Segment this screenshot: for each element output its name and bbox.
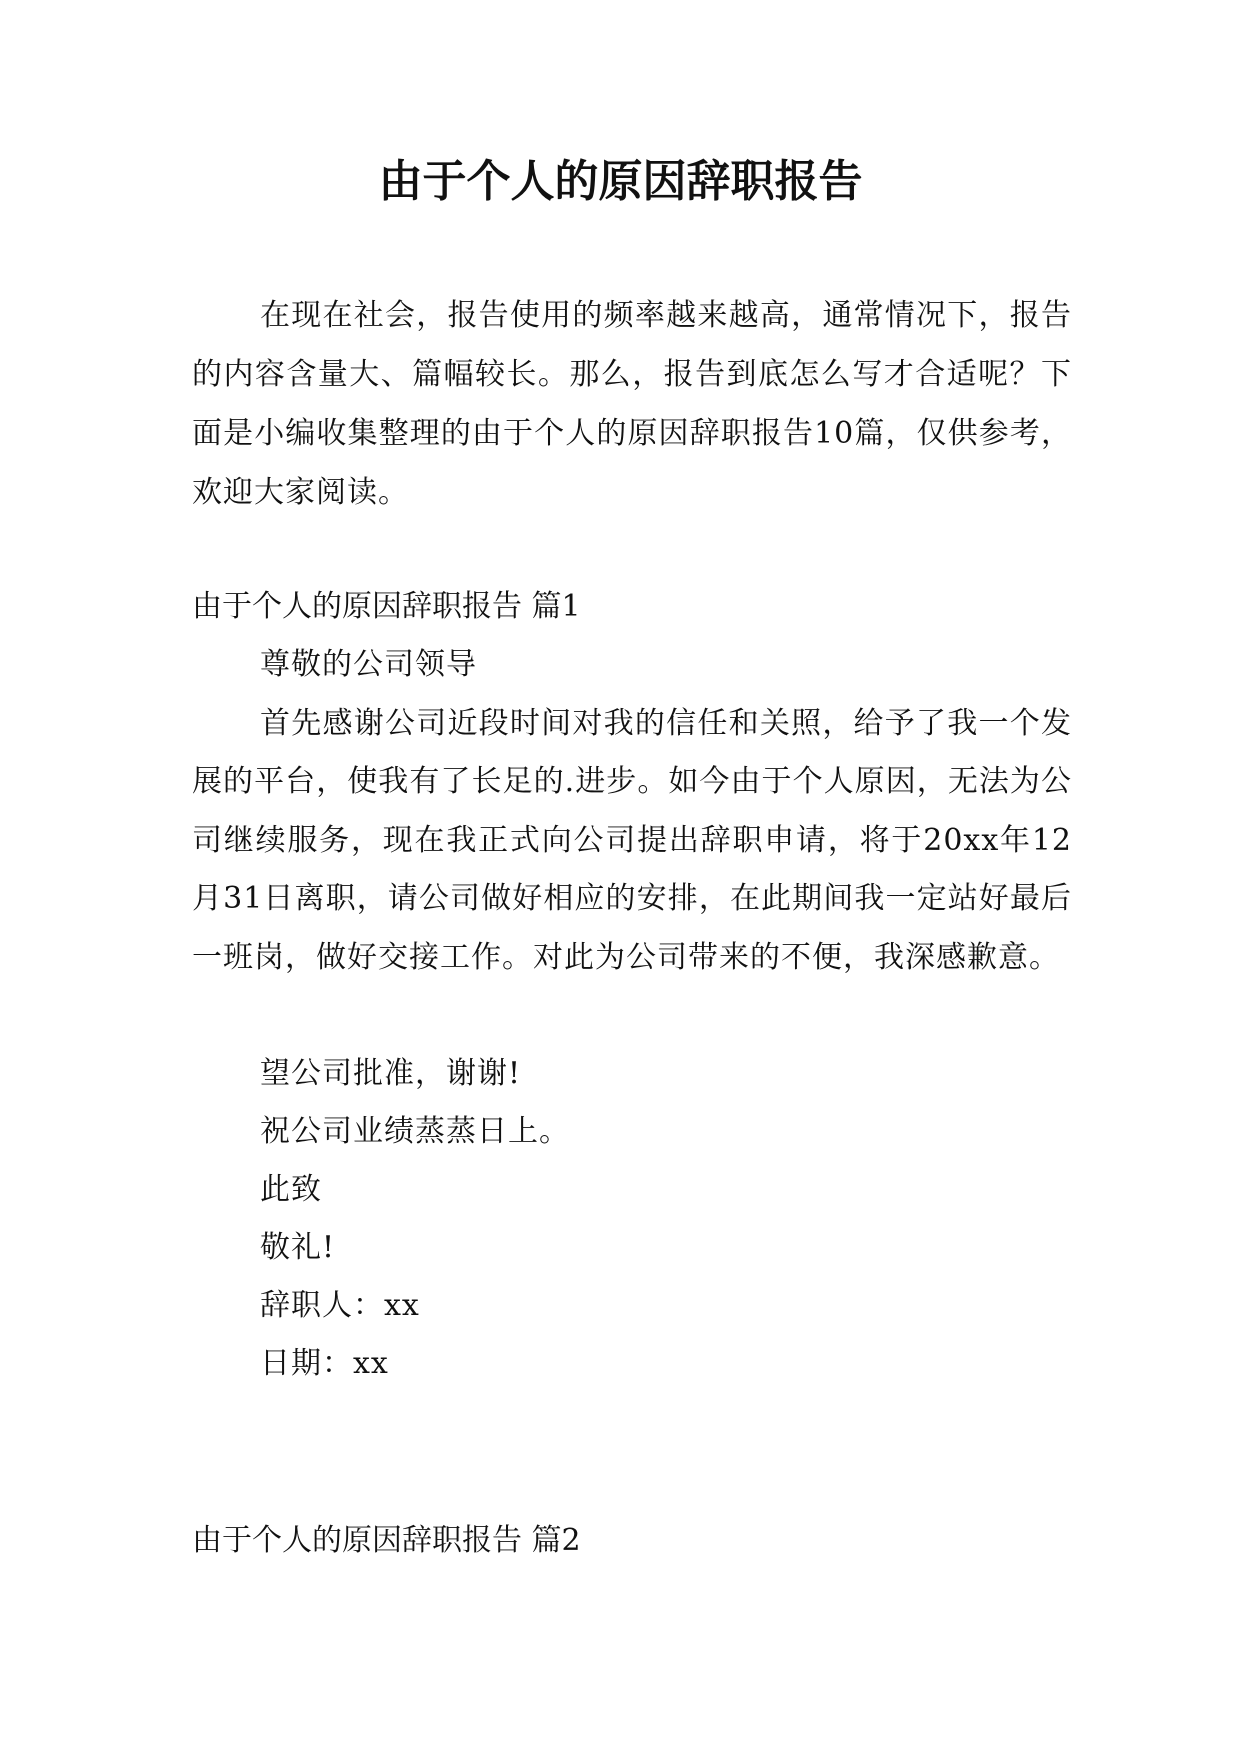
body-paragraph: 首先感谢公司近段时间对我的信任和关照，给予了我一个发展的平台，使我有了长足的.进步。如今由于个人原因，无法为公司继续服务，现在我正式向公司提出辞职申请，将于20xx年12月31日离职，请公司做好相应的安排，在此期间我一定站好最后一班岗，做好交接工作。对此为公司带来的不便，我深感歉意。 (192, 705, 1072, 975)
closing-block (260, 1045, 570, 1393)
closing-line-request: 望公司批准，谢谢! (260, 1056, 522, 1091)
closing-line-date: 日期：xx (260, 1346, 389, 1381)
salutation: 尊敬的公司领导 (260, 647, 477, 682)
closing-line-signer: 辞职人：xx (260, 1288, 420, 1323)
document-title: 由于个人的原因辞职报告 (378, 156, 863, 207)
intro-paragraph: 在现在社会，报告使用的频率越来越高，通常情况下，报告的内容含量大、篇幅较长。那么，报告到底怎么写才合适呢？下面是小编收集整理的由于个人的原因辞职报告10篇，仅供参考，欢迎大家阅读。 (192, 298, 1072, 510)
letter-body-1 (192, 636, 1072, 987)
section-heading-2: 由于个人的原因辞职报告 篇2 (192, 1523, 581, 1558)
closing-line-wish: 祝公司业绩蒸蒸日上。 (260, 1114, 570, 1149)
closing-line-cizhi: 此致 (260, 1172, 322, 1207)
closing-line-jingli: 敬礼! (260, 1230, 336, 1265)
section-heading-1: 由于个人的原因辞职报告 篇1 (192, 589, 581, 624)
